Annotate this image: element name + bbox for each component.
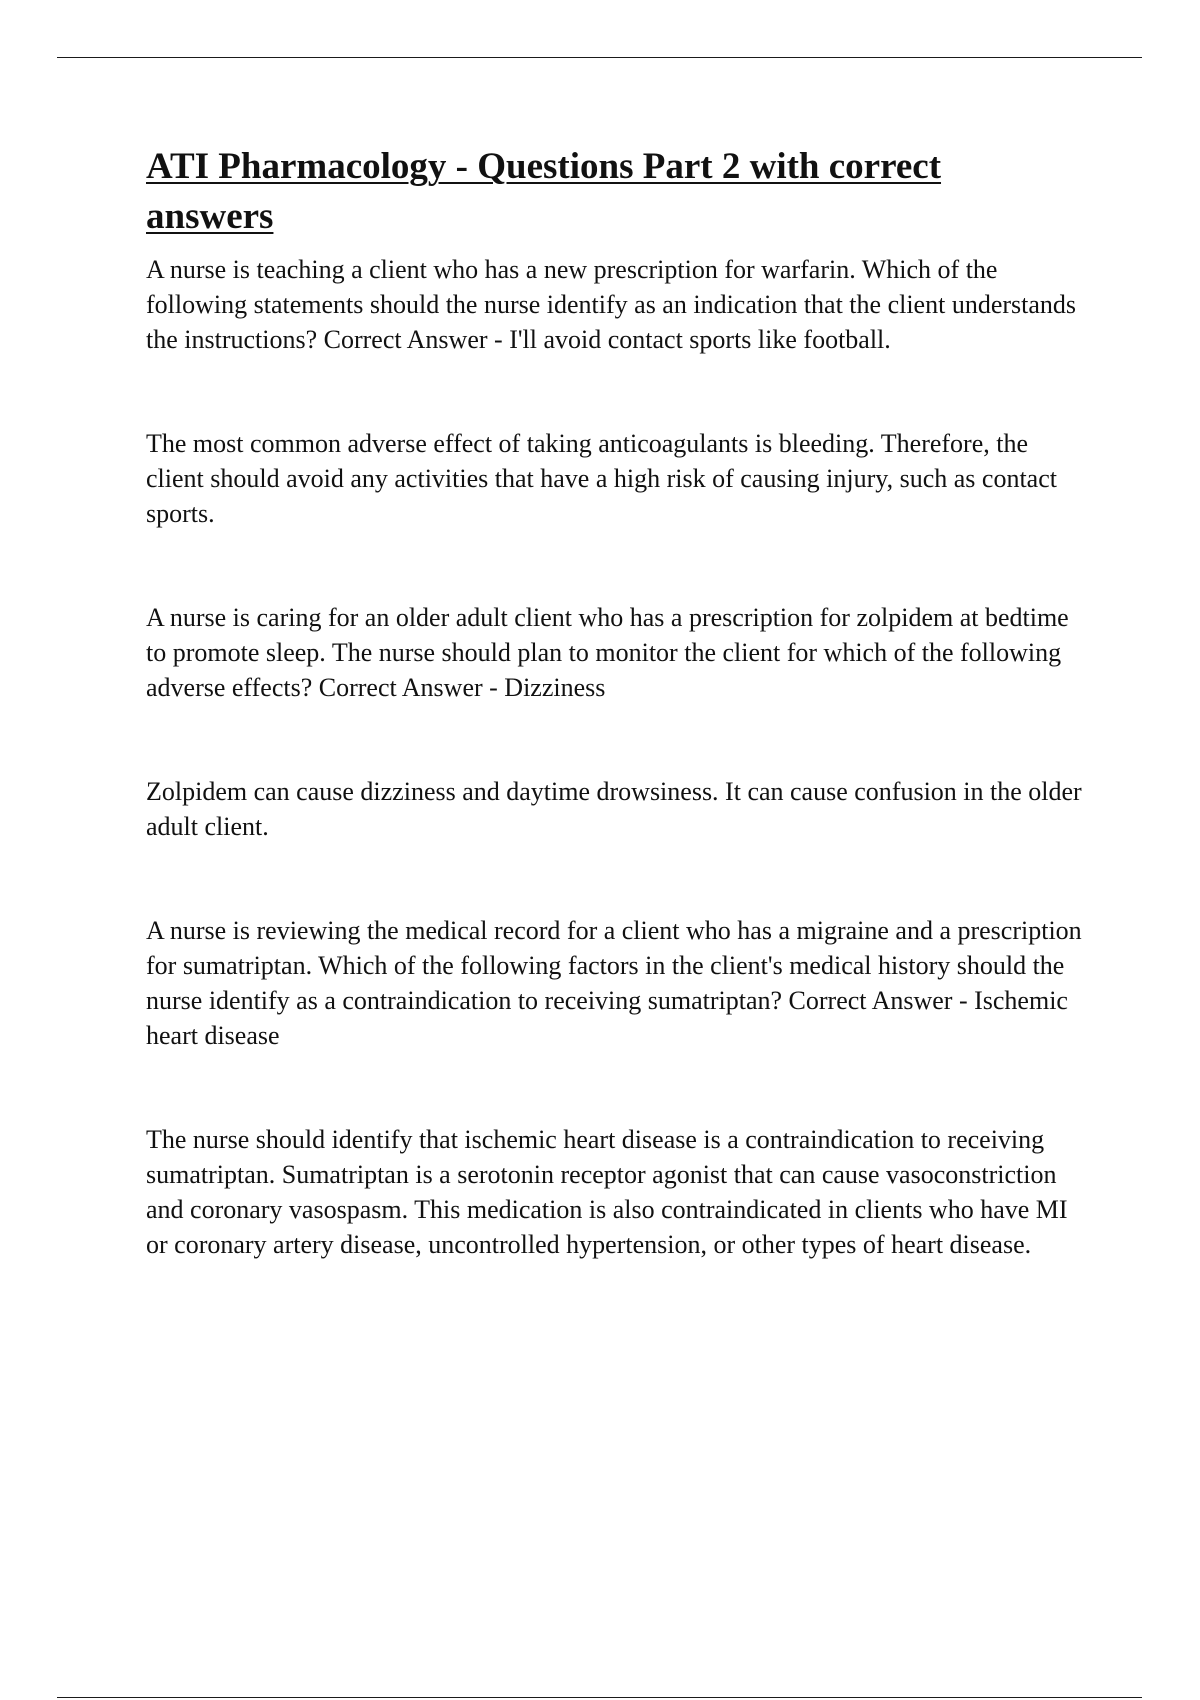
header-rule bbox=[57, 57, 1142, 58]
footer-rule bbox=[57, 1697, 1142, 1698]
rationale-sumatriptan: The nurse should identify that ischemic heart disease is a contraindication to receiving sumatriptan. Sumatriptan is a serotonin receptor agonist that can cause vasoconstriction and coronary vasospasm. This medication is also contraindicated in clients who have MI or coronary artery disease, uncontrolled hypertension, or other types of heart disease. bbox=[146, 1125, 1068, 1259]
rationale-warfarin: The most common adverse effect of taking anticoagulants is bleeding. Therefore, the client should avoid any activities that have a high risk of causing injury, such as contact sports. bbox=[146, 429, 1057, 528]
document-title: ATI Pharmacology - Questions Part 2 with correct answers bbox=[146, 146, 942, 237]
rationale-zolpidem: Zolpidem can cause dizziness and daytime drowsiness. It can cause confusion in the older adult client. bbox=[146, 777, 1082, 841]
document-body bbox=[146, 142, 1086, 1262]
question-zolpidem: A nurse is caring for an older adult client who has a prescription for zolpidem at bedtime to promote sleep. The nurse should plan to monitor the client for which of the following adverse effects? Correct Answer - Dizziness bbox=[146, 603, 1069, 702]
question-warfarin: A nurse is teaching a client who has a new prescription for warfarin. Which of the following statements should the nurse identify as an indication that the client understands the instructions? Correct Answer - I'll avoid contact sports like football. bbox=[146, 255, 1077, 354]
question-sumatriptan: A nurse is reviewing the medical record for a client who has a migraine and a prescription for sumatriptan. Which of the following factors in the client's medical history should the nurse identify as a contraindication to receiving sumatriptan? Correct Answer - Ischemic heart disease bbox=[146, 916, 1082, 1050]
